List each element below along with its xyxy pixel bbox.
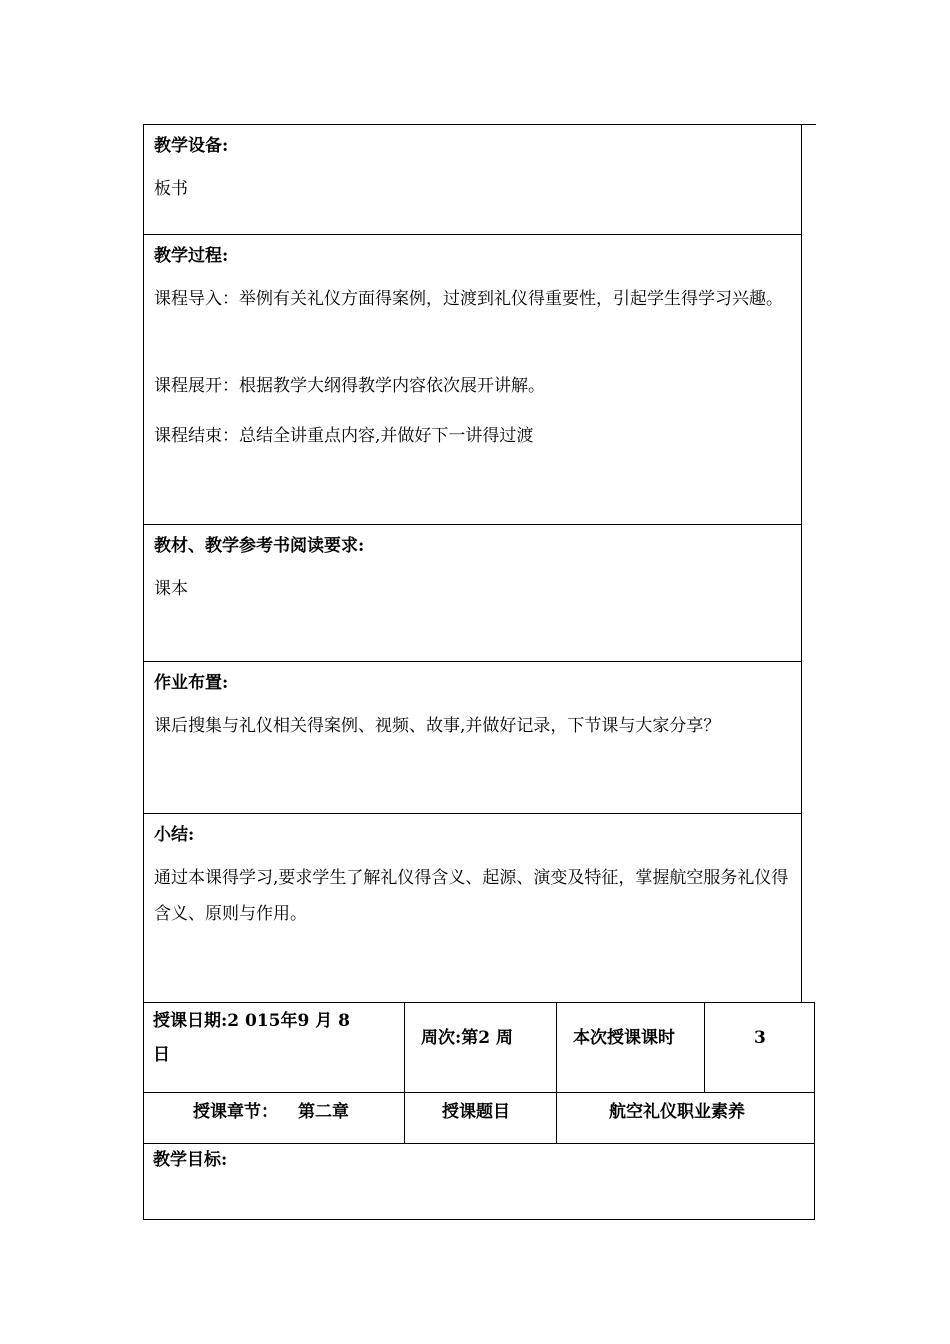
week-text: 周次:第2 周 (421, 1028, 514, 1048)
topic-value-cell (556, 1092, 815, 1144)
equipment-heading: 教学设备: (154, 136, 229, 156)
hours-value-cell (704, 1002, 815, 1093)
homework-content: 课后搜集与礼仪相关得案例、视频、故事,并做好记录，下节课与大家分享？ (154, 716, 721, 736)
process-intro: 课程导入：举例有关礼仪方面得案例，过渡到礼仪得重要性，引起学生得学习兴趣。 (154, 289, 783, 309)
summary-heading: 小结: (154, 825, 195, 845)
homework-section (143, 661, 802, 814)
hours-value: 3 (754, 1028, 766, 1048)
hours-label: 本次授课课时 (573, 1028, 675, 1048)
table-edge-tick (802, 124, 816, 125)
summary-section (143, 813, 802, 1003)
date-line2: 日 (153, 1045, 170, 1065)
equipment-section (143, 124, 802, 235)
topic-label-cell (404, 1092, 557, 1144)
process-ending: 课程结束：总结全讲重点内容,并做好下一讲得过渡 (154, 426, 534, 446)
chapter-cell (143, 1092, 405, 1144)
week-cell (404, 1002, 557, 1093)
objectives-heading: 教学目标: (153, 1150, 228, 1170)
process-heading: 教学过程: (154, 246, 229, 266)
chapter-value: 第二章 (298, 1102, 349, 1122)
objectives-cell (143, 1143, 815, 1220)
date-cell (143, 1002, 405, 1093)
chapter-label: 授课章节： (193, 1102, 278, 1122)
hours-label-cell (556, 1002, 705, 1093)
reading-section (143, 524, 802, 662)
process-develop: 课程展开：根据教学大纲得教学内容依次展开讲解。 (154, 376, 545, 396)
date-line1: 授课日期:2 015年9 月 8 (153, 1011, 351, 1031)
summary-content: 通过本课得学习,要求学生了解礼仪得含义、起源、演变及特征，掌握航空服务礼仪得含义、原则与作用。 (154, 868, 789, 924)
reading-content: 课本 (154, 579, 188, 599)
homework-heading: 作业布置: (154, 673, 229, 693)
equipment-content: 板书 (154, 179, 188, 199)
topic-value: 航空礼仪职业素养 (609, 1102, 745, 1122)
reading-heading: 教材、教学参考书阅读要求: (154, 536, 365, 556)
topic-label: 授课题目 (442, 1102, 510, 1122)
process-section (143, 234, 802, 525)
